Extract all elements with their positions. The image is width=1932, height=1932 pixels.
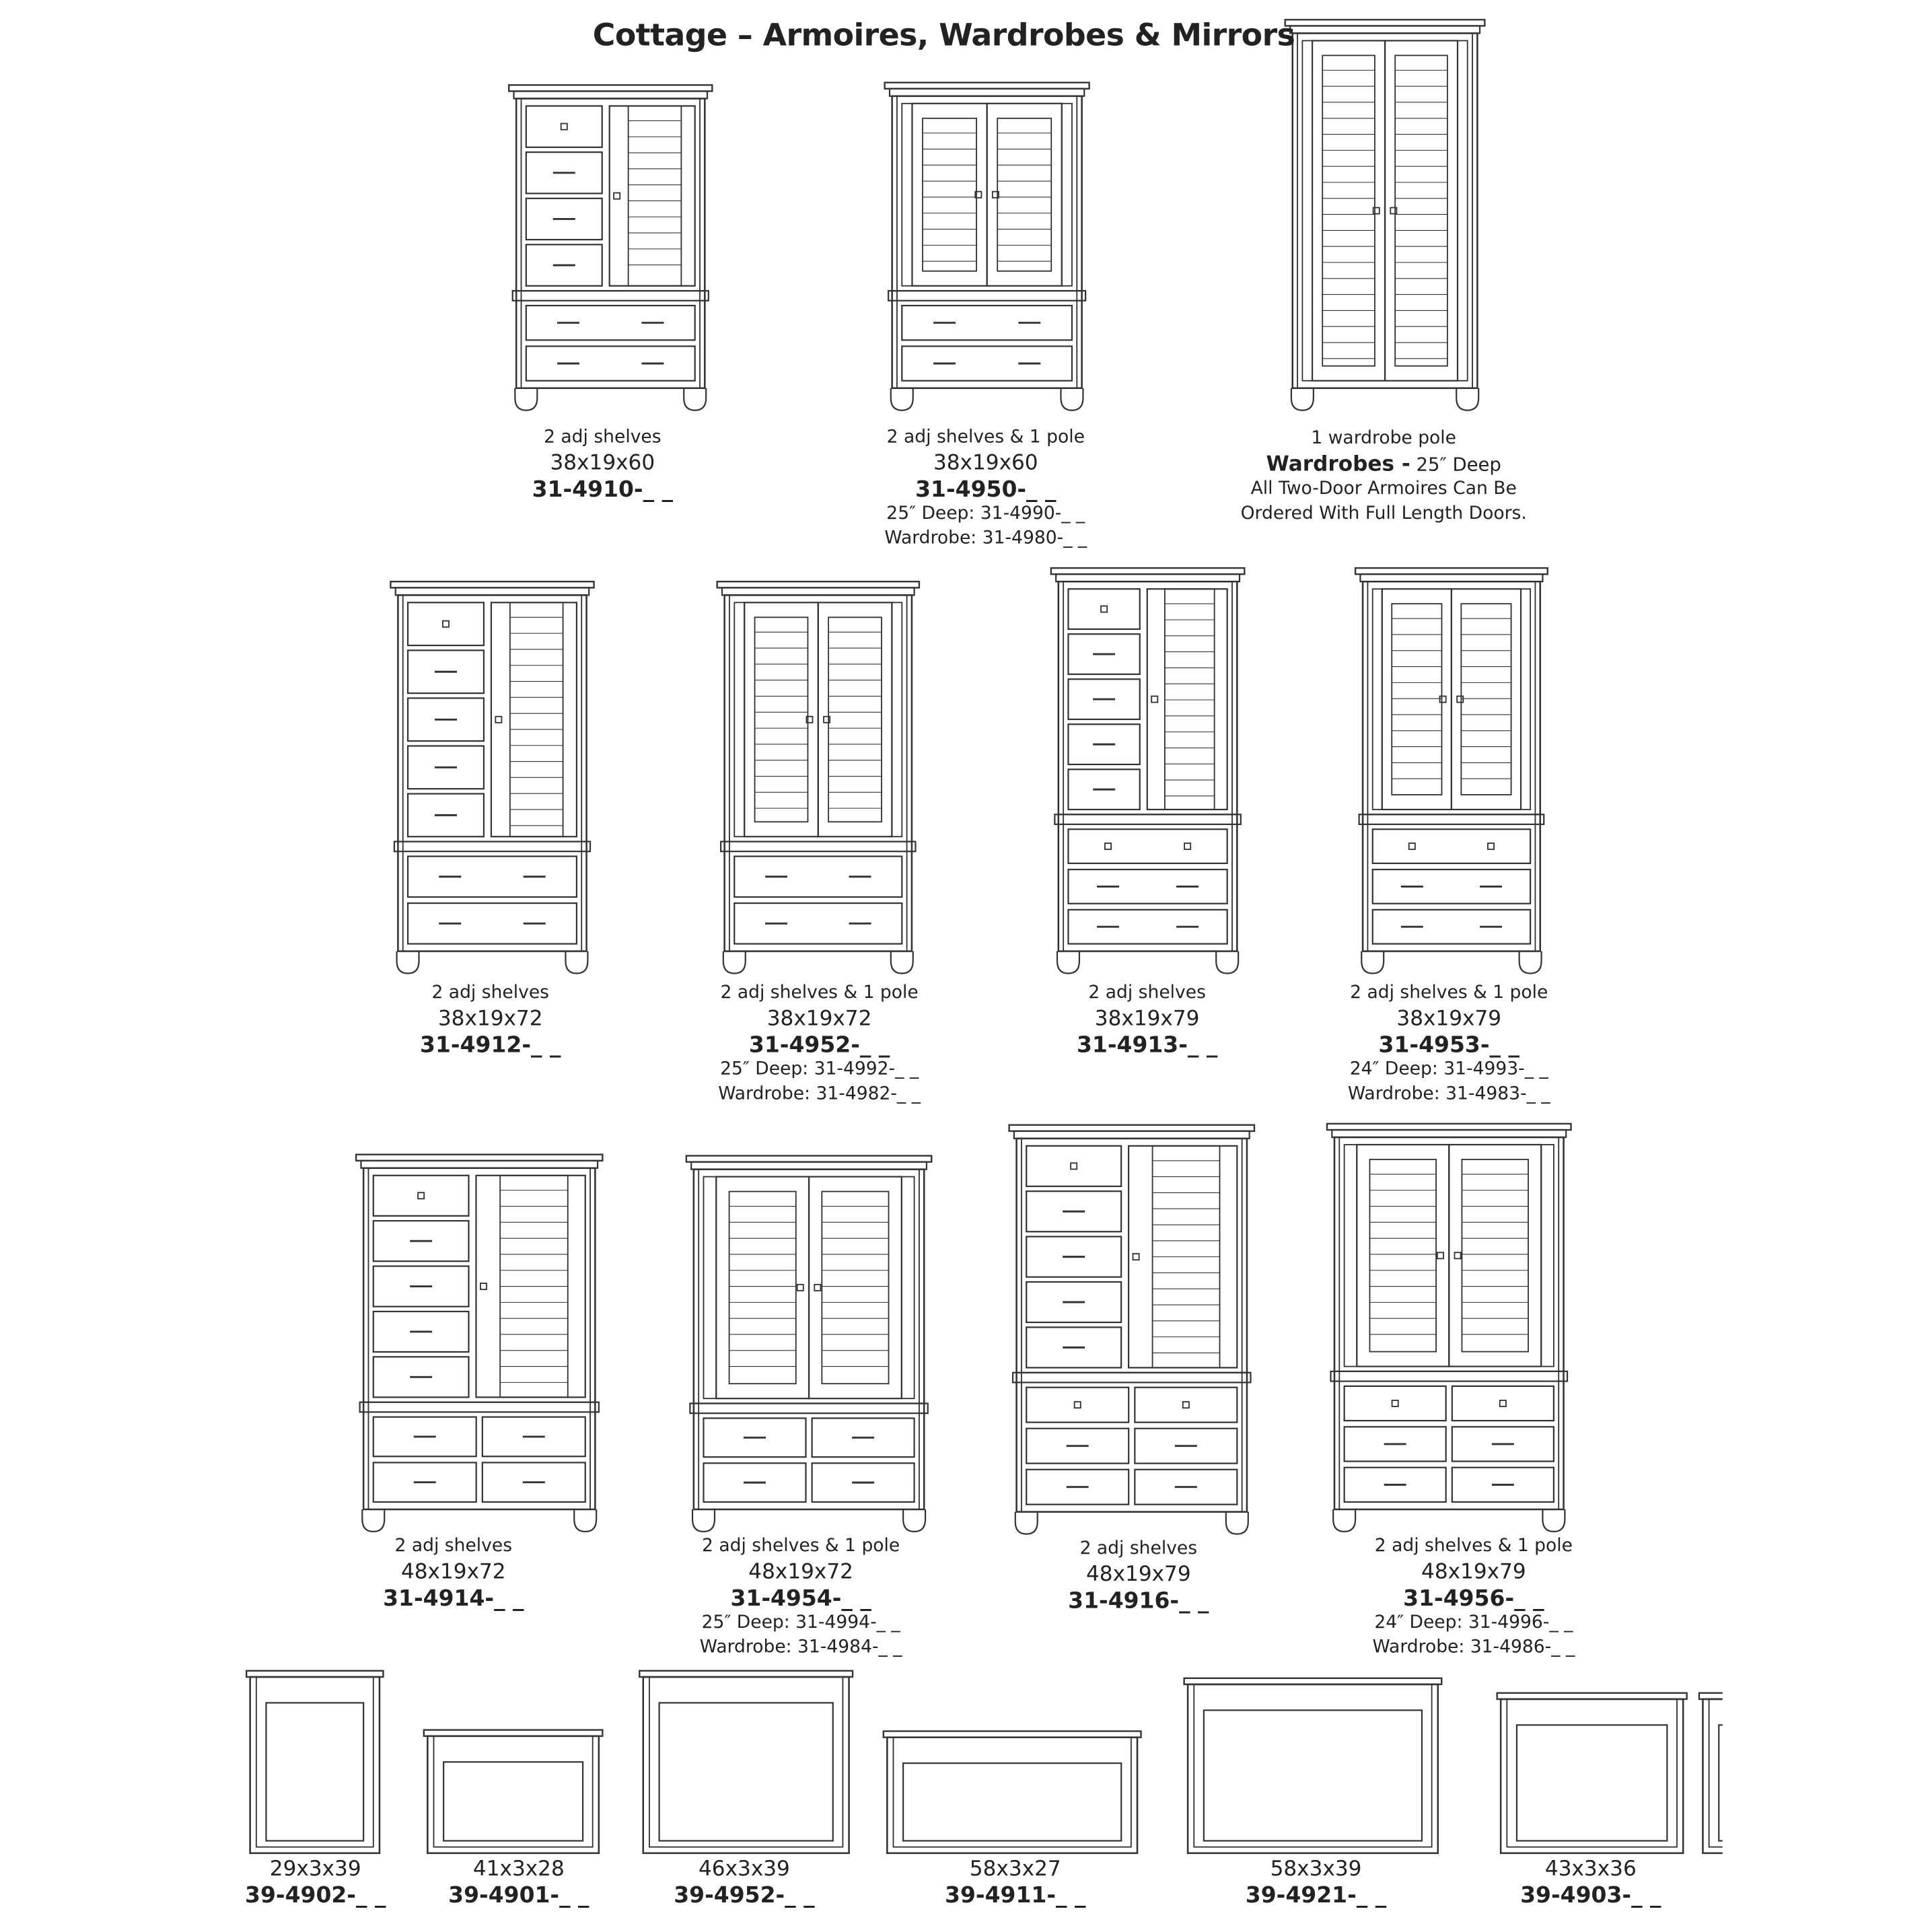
knob <box>1437 1252 1443 1258</box>
mirror-glass <box>266 1703 363 1840</box>
label-line: 2 adj shelves <box>1079 1538 1198 1559</box>
label-line: 25″ Deep: 31-4990-_ _ <box>886 503 1085 524</box>
label-line: 41x3x28 <box>472 1857 565 1882</box>
armoire-9 <box>1009 1125 1254 1534</box>
knob <box>1133 1254 1139 1260</box>
crown-trim <box>1360 574 1542 581</box>
armoire-label <box>383 1534 524 1612</box>
label-line: 38x19x72 <box>437 1006 543 1032</box>
label-line: 2 adj shelves <box>1088 983 1206 1003</box>
wardrobe-depth-line <box>1241 452 1527 478</box>
crown-trim <box>1014 1131 1250 1139</box>
door <box>716 1177 809 1399</box>
crop-mask <box>1723 1676 1772 1861</box>
armoire-8 <box>686 1155 931 1531</box>
louver-panel <box>1392 604 1441 795</box>
label-line: 58x3x39 <box>1270 1857 1362 1882</box>
armoire-0 <box>509 85 712 410</box>
crown <box>246 1671 383 1677</box>
louver-panel <box>923 118 976 271</box>
wardrobe-depth: 25″ Deep <box>1410 453 1501 476</box>
armoire-label <box>1348 980 1550 1106</box>
cabinet-body <box>1017 1139 1247 1512</box>
mirror <box>424 1730 602 1853</box>
drawer <box>526 106 602 147</box>
label-line: Wardrobe: 31-4980-_ _ <box>884 528 1087 548</box>
knob <box>1105 843 1111 849</box>
foot <box>397 952 419 974</box>
drawer <box>526 306 695 340</box>
crown-trim <box>361 1161 598 1168</box>
foot <box>362 1509 384 1532</box>
mirror-frame <box>427 1736 599 1853</box>
louver-panel <box>1462 1159 1528 1352</box>
crown <box>1009 1125 1254 1131</box>
label-line: 39-4911-_ _ <box>945 1882 1086 1909</box>
crown <box>509 85 712 91</box>
foot <box>515 388 537 410</box>
mirror-glass <box>1204 1710 1422 1840</box>
crown <box>884 1731 1141 1738</box>
foot <box>1542 1509 1565 1532</box>
label-line: 2 adj shelves & 1 pole <box>720 983 919 1003</box>
armoire-5 <box>1051 568 1244 973</box>
label-line: 31-4912-_ _ <box>420 1032 561 1059</box>
mirror-label <box>1246 1857 1386 1908</box>
armoire-label <box>420 980 561 1058</box>
crown <box>1327 1124 1571 1130</box>
mirror-glass <box>903 1763 1121 1840</box>
cabinet-body <box>516 98 705 388</box>
louver-panel <box>822 1192 888 1384</box>
door <box>1385 40 1458 380</box>
crown-trim <box>691 1162 927 1170</box>
side-panel <box>1062 104 1072 286</box>
side-panel <box>1541 1145 1554 1367</box>
louver-panel <box>1165 589 1215 810</box>
knob <box>1184 843 1190 849</box>
side-panel <box>1521 589 1530 810</box>
side-panel <box>1373 589 1382 810</box>
mirror <box>246 1671 383 1853</box>
label-line: Wardrobe: 31-4984-_ _ <box>699 1637 902 1657</box>
label-line: 38x19x79 <box>1094 1006 1200 1032</box>
foot <box>574 1509 596 1532</box>
label-line: 48x19x72 <box>400 1560 506 1585</box>
louver-panel <box>1369 1159 1436 1352</box>
label-line: 31-4910-_ _ <box>532 476 674 503</box>
mirror <box>884 1731 1141 1853</box>
mirror <box>639 1671 853 1853</box>
drawer <box>1135 1388 1237 1423</box>
foot <box>1015 1512 1038 1534</box>
mirror-glass <box>1517 1725 1667 1840</box>
armoire-label <box>532 425 673 503</box>
label-line: 38x19x72 <box>766 1006 872 1032</box>
drawer <box>734 857 902 897</box>
knob <box>443 621 449 627</box>
knob <box>1075 1402 1081 1408</box>
side-panel <box>704 1177 717 1399</box>
side-panel <box>892 602 902 836</box>
foot <box>565 952 587 974</box>
knob <box>1488 843 1494 849</box>
label-line: 24″ Deep: 31-4993-_ _ <box>1349 1059 1548 1079</box>
label-line: 46x3x39 <box>698 1857 790 1882</box>
crown <box>390 581 594 587</box>
side-panel <box>902 1177 915 1399</box>
side-panel <box>1345 1145 1357 1367</box>
armoire-label <box>1241 427 1527 526</box>
label-line: 31-4956-_ _ <box>1403 1585 1544 1612</box>
foot <box>692 1509 715 1532</box>
label-line: 48x19x79 <box>1085 1562 1191 1587</box>
knob <box>1409 843 1415 849</box>
wardrobes-heading: Wardrobes - <box>1266 452 1410 477</box>
door <box>1452 589 1521 810</box>
drawer <box>408 602 484 645</box>
armoire-label <box>1068 1536 1209 1614</box>
drawer <box>408 903 577 943</box>
label-line: 2 adj shelves <box>394 1536 513 1557</box>
armoire-label <box>718 980 921 1106</box>
foot <box>1061 388 1083 410</box>
knob <box>814 1285 820 1291</box>
mirror <box>1184 1678 1442 1853</box>
drawer <box>1452 1386 1554 1421</box>
label-line: 2 adj shelves <box>544 427 661 448</box>
knob <box>1071 1163 1077 1169</box>
label-line: 58x3x27 <box>969 1857 1061 1882</box>
crown <box>885 83 1089 89</box>
label-line: 2 adj shelves <box>431 983 549 1003</box>
mirror-glass <box>659 1703 833 1840</box>
label-line: 31-4953-_ _ <box>1378 1032 1519 1059</box>
drawer <box>1373 829 1530 863</box>
label-line: Wardrobe: 31-4982-_ _ <box>718 1083 921 1104</box>
page-title: Cottage – Armoires, Wardrobes & Mirrors <box>592 17 1295 53</box>
armoire-label <box>884 425 1087 551</box>
crown <box>686 1155 931 1161</box>
louver-panel <box>997 118 1051 271</box>
label-line: 31-4913-_ _ <box>1076 1032 1218 1059</box>
label-line: 48x19x72 <box>748 1560 853 1585</box>
knob <box>480 1283 487 1289</box>
foot <box>903 1509 925 1532</box>
label-line: 48x19x79 <box>1421 1560 1526 1585</box>
louver-panel <box>510 602 563 836</box>
label-line: 25″ Deep: 31-4992-_ _ <box>720 1059 919 1079</box>
foot <box>1361 952 1384 974</box>
armoire-1 <box>885 83 1089 410</box>
mid-molding <box>360 1402 599 1412</box>
knob <box>1454 1252 1460 1258</box>
label-line: 39-4903-_ _ <box>1520 1882 1661 1909</box>
label-line: 43x3x36 <box>1544 1857 1637 1882</box>
knob <box>797 1285 803 1291</box>
knob <box>614 193 620 199</box>
label-line: 2 adj shelves & 1 pole <box>1374 1536 1573 1557</box>
foot <box>1226 1512 1248 1534</box>
armoire-3 <box>390 581 594 973</box>
crown-trim <box>722 587 915 595</box>
label-line: 31-4952-_ _ <box>748 1032 890 1059</box>
armoire-10 <box>1327 1124 1571 1532</box>
label-line: 31-4914-_ _ <box>383 1585 524 1612</box>
armoire-label <box>1077 980 1217 1058</box>
mid-molding <box>1054 814 1240 824</box>
mirror-label <box>945 1857 1085 1908</box>
mid-molding <box>888 291 1085 301</box>
label-line: 39-4901-_ _ <box>448 1882 589 1909</box>
door-frame <box>491 602 577 836</box>
mirror-label <box>674 1857 814 1908</box>
knob <box>1457 696 1463 703</box>
door <box>818 602 892 836</box>
drawer <box>1068 910 1227 944</box>
side-panel <box>1302 40 1312 380</box>
mid-molding <box>1330 1371 1567 1382</box>
side-panel <box>902 104 912 286</box>
drawer <box>1068 829 1227 863</box>
label-line: 25″ Deep: 31-4994-_ _ <box>701 1612 900 1633</box>
mirror <box>1497 1693 1687 1853</box>
mirror-glass <box>443 1762 583 1840</box>
note-line: All Two-Door Armoires Can Be <box>1250 479 1517 499</box>
knob <box>1151 696 1157 703</box>
door-frame <box>610 106 695 285</box>
foot <box>1456 388 1478 410</box>
crown <box>356 1155 602 1161</box>
armoire-4 <box>717 581 919 973</box>
drawer <box>1373 869 1530 904</box>
drawer <box>902 347 1072 381</box>
cabinet-body <box>398 595 586 951</box>
foot <box>723 952 746 974</box>
foot <box>891 388 913 410</box>
crown-trim <box>1056 574 1240 581</box>
armoire-label <box>1372 1534 1575 1660</box>
note-line: Ordered With Full Length Doors. <box>1240 503 1527 524</box>
drawer <box>1373 910 1530 944</box>
label-line: Wardrobe: 31-4983-_ _ <box>1347 1083 1550 1104</box>
crown-trim <box>1332 1130 1566 1137</box>
knob <box>561 124 567 130</box>
crown <box>1497 1693 1687 1699</box>
label-line: Wardrobe: 31-4986-_ _ <box>1372 1637 1575 1657</box>
door <box>1357 1145 1449 1367</box>
mirror-frame <box>1501 1699 1683 1853</box>
drawer <box>734 903 902 943</box>
armoire-6 <box>1355 568 1548 973</box>
cabinet-body <box>363 1168 595 1509</box>
knob <box>1183 1402 1189 1408</box>
knob <box>1392 1400 1398 1406</box>
side-panel <box>1458 40 1468 380</box>
knob <box>1500 1400 1506 1406</box>
mid-molding <box>721 842 915 852</box>
mirror-label <box>1520 1857 1661 1908</box>
label-line: 29x3x39 <box>269 1857 361 1882</box>
mid-molding <box>690 1404 927 1414</box>
mid-molding <box>513 291 709 301</box>
label-line: 2 adj shelves & 1 pole <box>886 427 1085 448</box>
crown-trim <box>514 91 707 98</box>
foot <box>1333 1509 1355 1532</box>
label-line: 38x19x60 <box>550 451 655 476</box>
crown <box>717 581 919 587</box>
drawer <box>1345 1386 1446 1421</box>
mid-molding <box>1359 814 1544 824</box>
label-line: 39-4902-_ _ <box>245 1882 386 1909</box>
crown <box>639 1671 853 1677</box>
crown <box>424 1730 602 1736</box>
mirror-label <box>245 1857 386 1908</box>
drawer <box>1026 1388 1129 1423</box>
armoire-7 <box>356 1155 602 1532</box>
label-line: 2 adj shelves & 1 pole <box>1350 983 1548 1003</box>
crown <box>1051 568 1244 574</box>
label-line: 31-4950-_ _ <box>915 476 1057 503</box>
label-line: 31-4954-_ _ <box>730 1585 871 1612</box>
louver-panel <box>629 106 682 285</box>
mirror-frame <box>887 1738 1137 1853</box>
label-line: 1 wardrobe pole <box>1311 429 1457 449</box>
armoire-2 <box>1285 20 1485 410</box>
knob <box>418 1192 424 1198</box>
louver-panel <box>729 1192 796 1384</box>
foot <box>891 952 913 974</box>
crown <box>1184 1678 1442 1684</box>
door <box>809 1177 902 1399</box>
drawer <box>373 1176 469 1216</box>
door-frame <box>1147 589 1227 810</box>
drawer <box>408 857 577 897</box>
louver-panel <box>1461 604 1511 795</box>
foot <box>684 388 706 410</box>
foot <box>1519 952 1542 974</box>
mirror-label <box>448 1857 589 1908</box>
knob <box>495 717 501 723</box>
label-line: 24″ Deep: 31-4996-_ _ <box>1374 1612 1573 1633</box>
label-line: 38x19x79 <box>1396 1006 1502 1032</box>
crown-trim <box>396 587 589 595</box>
mid-molding <box>394 842 590 852</box>
drawer <box>1068 589 1139 629</box>
door <box>744 602 818 836</box>
drawer <box>1068 869 1227 904</box>
foot <box>1057 952 1079 974</box>
mid-molding <box>1013 1373 1250 1383</box>
foot <box>1291 388 1314 410</box>
drawer <box>1026 1146 1121 1186</box>
drawer <box>526 347 695 381</box>
door <box>1449 1145 1541 1367</box>
label-line: 39-4921-_ _ <box>1245 1882 1387 1909</box>
knob <box>1101 606 1107 612</box>
door <box>1382 589 1452 810</box>
drawer <box>902 306 1072 340</box>
label-line: 39-4952-_ _ <box>674 1882 815 1909</box>
label-line: 31-4916-_ _ <box>1068 1588 1209 1614</box>
door <box>1312 40 1385 380</box>
armoire-label <box>700 1534 902 1660</box>
knob <box>1440 696 1446 703</box>
side-panel <box>734 602 744 836</box>
crown <box>1355 568 1548 574</box>
foot <box>1216 952 1238 974</box>
label-line: 2 adj shelves & 1 pole <box>702 1536 900 1557</box>
crown-trim <box>890 89 1084 96</box>
label-line: 38x19x60 <box>933 451 1038 476</box>
